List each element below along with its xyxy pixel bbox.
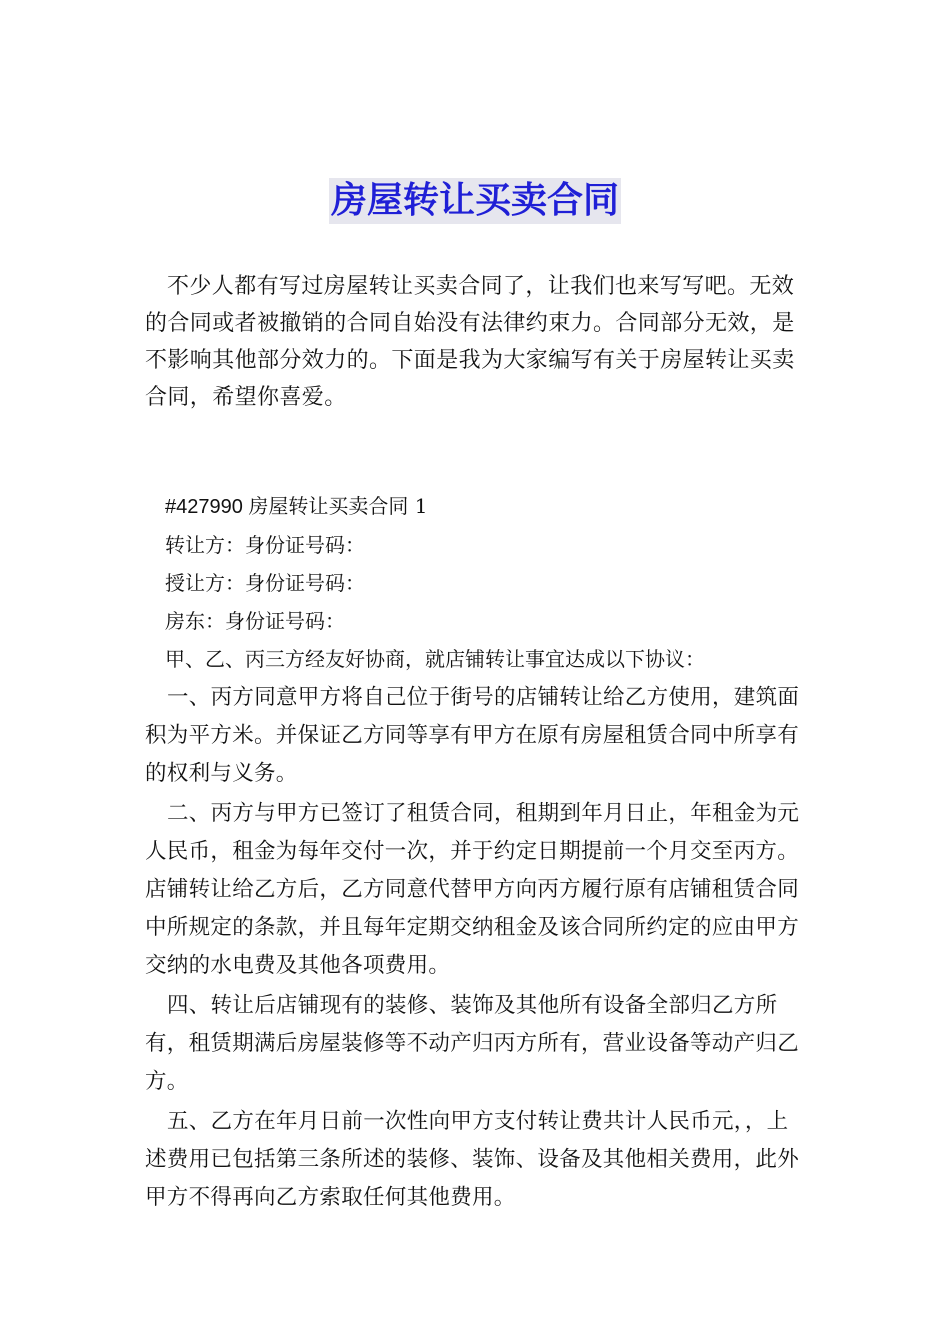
clause-5: 五、乙方在年月日前一次性向甲方支付转让费共计人民币元，，上述费用已包括第三条所述的装修、装饰、设备及其他相关费用，此外甲方不得再向乙方索取任何其他费用。 bbox=[145, 1109, 800, 1210]
contract-heading bbox=[145, 488, 807, 525]
clause-1: 一、丙方同意甲方将自己位于街号的店铺转让给乙方使用，建筑面积为平方米。并保证乙方同等享有甲方在原有房屋租赁合同中所享有的权利与义务。 bbox=[145, 685, 800, 786]
field-transferee: 授让方：身份证号码： bbox=[165, 571, 365, 595]
clause-4: 四、转让后店铺现有的装修、装饰及其他所有设备全部归乙方所有，租赁期满后房屋装修等不动产归丙方所有，营业设备等动产归乙方。 bbox=[145, 993, 800, 1094]
contract-body bbox=[145, 488, 807, 1219]
field-transferor: 转让方：身份证号码： bbox=[165, 533, 365, 557]
contract-heading-id: #427990 bbox=[165, 496, 243, 518]
document-title: 房屋转让买卖合同 bbox=[329, 178, 621, 224]
field-landlord: 房东：身份证号码： bbox=[165, 609, 345, 633]
intro-paragraph: 不少人都有写过房屋转让买卖合同了，让我们也来写写吧。无效的合同或者被撤销的合同自始没有法律约束力。合同部分无效，是不影响其他部分效力的。下面是我为大家编写有关于房屋转让买卖合同，希望你喜爱。 bbox=[145, 274, 795, 410]
contract-heading-text: 房屋转让买卖合同 1 bbox=[248, 494, 428, 518]
title-container bbox=[0, 178, 950, 224]
clause-2: 二、丙方与甲方已签订了租赁合同，租期到年月日止，年租金为元人民币，租金为每年交付一次，并于约定日期提前一个月交至丙方。店铺转让给乙方后，乙方同意代替甲方向丙方履行原有店铺租赁合同中所规定的条款，并且每年定期交纳租金及该合同所约定的应由甲方交纳的水电费及其他各项费用。 bbox=[145, 801, 800, 978]
agreement-line: 甲、乙、丙三方经友好协商，就店铺转让事宜达成以下协议： bbox=[165, 647, 705, 671]
